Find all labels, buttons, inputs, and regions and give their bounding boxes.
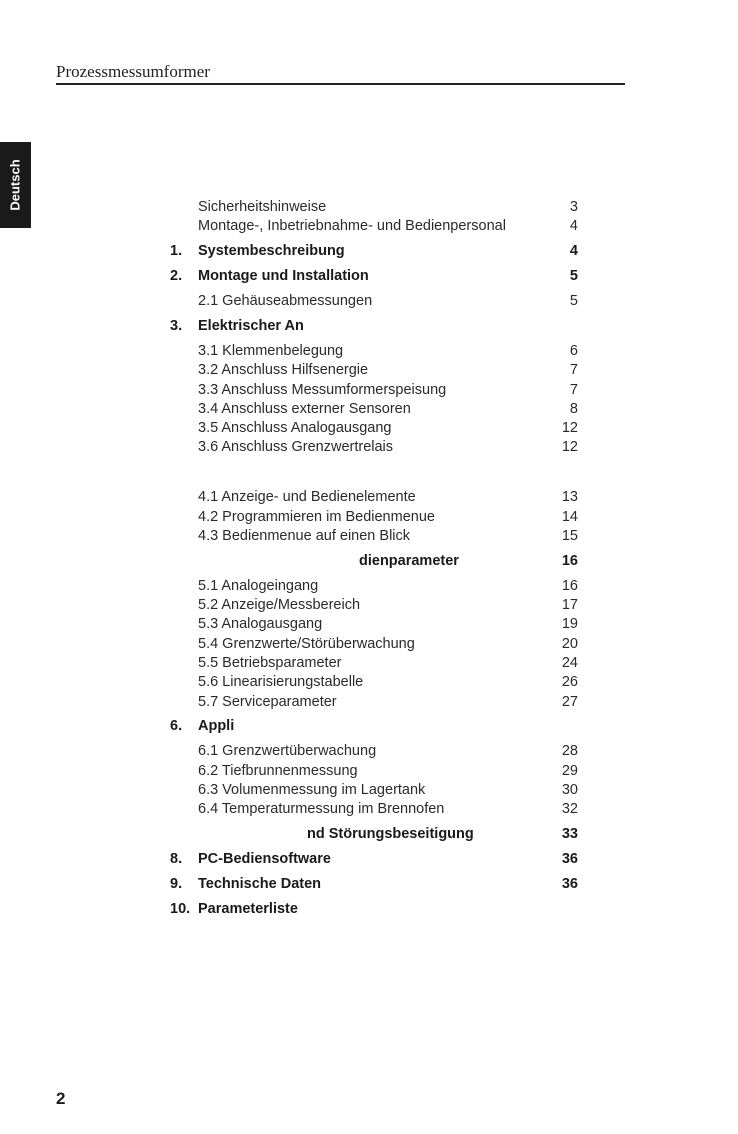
toc-entry-page: 32 (561, 801, 578, 817)
toc-entry[interactable] (0, 801, 738, 821)
toc-entry-number: 3. (170, 318, 183, 334)
toc-entry-page: 19 (561, 616, 578, 632)
toc-entry[interactable] (0, 489, 738, 509)
toc-entry-page: 13 (561, 489, 578, 505)
toc-entry-page: 12 (561, 420, 578, 436)
toc-entry-page: 15 (561, 528, 578, 544)
toc-entry-page: 7 (569, 382, 578, 398)
toc-entry-page: 5 (569, 268, 578, 284)
toc-entry-title: 6.1 Grenzwertüberwachung (198, 743, 377, 759)
toc-entry-title: 6.3 Volumenmessung im Lagertank (198, 782, 426, 798)
toc-entry-page: 36 (561, 851, 578, 867)
toc-entry[interactable] (0, 268, 738, 288)
toc-entry-page: 14 (561, 509, 578, 525)
toc-entry-page: 33 (561, 826, 578, 842)
toc-entry[interactable] (0, 362, 738, 382)
toc-entry-page: 17 (561, 597, 578, 613)
page-number: 2 (56, 1089, 66, 1108)
toc-entry-title: 4.1 Anzeige- und Bedienelemente (198, 489, 416, 505)
toc-entry[interactable] (0, 901, 738, 921)
toc-entry-page: 16 (561, 553, 578, 569)
toc-entry-page: 20 (561, 636, 578, 652)
toc-entry-page: 29 (561, 763, 578, 779)
toc-entry-title: 5.4 Grenzwerte/Störüberwachung (198, 636, 415, 652)
header-rule (56, 83, 625, 85)
toc-entry-title: Appli (198, 718, 235, 734)
toc-entry-page: 36 (561, 876, 578, 892)
toc-entry-page: 6 (569, 343, 578, 359)
language-tab-label: Deutsch (7, 159, 23, 211)
toc-entry[interactable] (0, 763, 738, 783)
toc-entry-title: 5.1 Analogeingang (198, 578, 319, 594)
toc-entry[interactable] (0, 616, 738, 636)
toc-entry-title: nd Störungsbeseitigung (307, 826, 474, 842)
toc-entry-title: 3.5 Anschluss Analogausgang (198, 420, 392, 436)
toc-entry[interactable] (0, 655, 738, 675)
toc-entry-page: 26 (561, 674, 578, 690)
toc-entry-page: 28 (561, 743, 578, 759)
toc-entry-number: 2. (170, 268, 183, 284)
toc-entry-page: 30 (561, 782, 578, 798)
running-header: Prozessmessumformer (56, 62, 210, 81)
toc-entry[interactable] (0, 694, 738, 714)
toc-entry[interactable] (0, 343, 738, 363)
toc-entry-page: 4 (569, 218, 578, 234)
toc-entry-title: Montage und Installation (198, 268, 369, 284)
toc-entry-page: 16 (561, 578, 578, 594)
toc-entry-title: 4.3 Bedienmenue auf einen Blick (198, 528, 411, 544)
toc-entry-title: 4.2 Programmieren im Bedienmenue (198, 509, 435, 525)
toc-entry-title: 6.4 Temperaturmessung im Brennofen (198, 801, 445, 817)
toc-entry-title: Elektrischer An (198, 318, 304, 334)
toc-entry[interactable] (0, 636, 738, 656)
toc-entry-number: 9. (170, 876, 183, 892)
toc-entry[interactable] (0, 199, 738, 219)
toc-entry-title: Parameterliste (198, 901, 298, 917)
toc-entry-page: 7 (569, 362, 578, 378)
toc-entry-title: PC-Bediensoftware (198, 851, 331, 867)
toc-entry-page: 27 (561, 694, 578, 710)
toc-entry[interactable] (0, 318, 738, 338)
toc-entry-number: 1. (170, 243, 183, 259)
toc-entry-page: 3 (569, 199, 578, 215)
toc-entry[interactable] (0, 597, 738, 617)
toc-entry[interactable] (0, 782, 738, 802)
toc-entry-title: 6.2 Tiefbrunnenmessung (198, 763, 358, 779)
toc-entry-title: 5.7 Serviceparameter (198, 694, 337, 710)
toc-entry-page: 24 (561, 655, 578, 671)
toc-entry-title: Montage-, Inbetriebnahme- und Bedienpersonal (198, 218, 506, 234)
toc-entry-page: 12 (561, 439, 578, 455)
toc-entry-number: 10. (170, 901, 191, 917)
toc-entry[interactable] (0, 382, 738, 402)
toc-entry-title: 5.2 Anzeige/Messbereich (198, 597, 361, 613)
toc-entry[interactable] (0, 439, 738, 459)
toc-entry[interactable] (0, 420, 738, 440)
toc-entry-number: 6. (170, 718, 183, 734)
toc-entry-title: 2.1 Gehäuseabmessungen (198, 293, 373, 309)
toc-entry-page: 8 (569, 401, 578, 417)
toc-entry-title: 3.3 Anschluss Messumformerspeisung (198, 382, 447, 398)
toc-entry-title: 5.6 Linearisierungstabelle (198, 674, 364, 690)
toc-entry-title: 3.1 Klemmenbelegung (198, 343, 344, 359)
toc-entry[interactable] (0, 218, 738, 238)
toc-entry[interactable] (0, 826, 738, 846)
toc-entry-page: 5 (569, 293, 578, 309)
toc-entry[interactable] (0, 718, 738, 738)
toc-entry[interactable] (0, 876, 738, 896)
toc-entry[interactable] (0, 578, 738, 598)
toc-entry[interactable] (0, 553, 738, 573)
toc-entry-title: dienparameter (359, 553, 459, 569)
toc-entry[interactable] (0, 509, 738, 529)
toc-entry-title: Sicherheitshinweise (198, 199, 327, 215)
toc-entry[interactable] (0, 243, 738, 263)
toc-entry-page: 4 (569, 243, 578, 259)
toc-entry[interactable] (0, 293, 738, 313)
toc-entry-title: 5.3 Analogausgang (198, 616, 323, 632)
toc-entry[interactable] (0, 743, 738, 763)
toc-entry[interactable] (0, 528, 738, 548)
toc-entry-title: 3.2 Anschluss Hilfsenergie (198, 362, 369, 378)
toc-entry-title: Technische Daten (198, 876, 322, 892)
toc-entry[interactable] (0, 674, 738, 694)
toc-entry-title: 5.5 Betriebsparameter (198, 655, 342, 671)
toc-entry[interactable] (0, 401, 738, 421)
toc-entry[interactable] (0, 851, 738, 871)
toc-entry-title: Systembeschreibung (198, 243, 345, 259)
toc-entry-title: 3.6 Anschluss Grenzwertrelais (198, 439, 394, 455)
toc-entry-number: 8. (170, 851, 183, 867)
toc-entry-title: 3.4 Anschluss externer Sensoren (198, 401, 411, 417)
